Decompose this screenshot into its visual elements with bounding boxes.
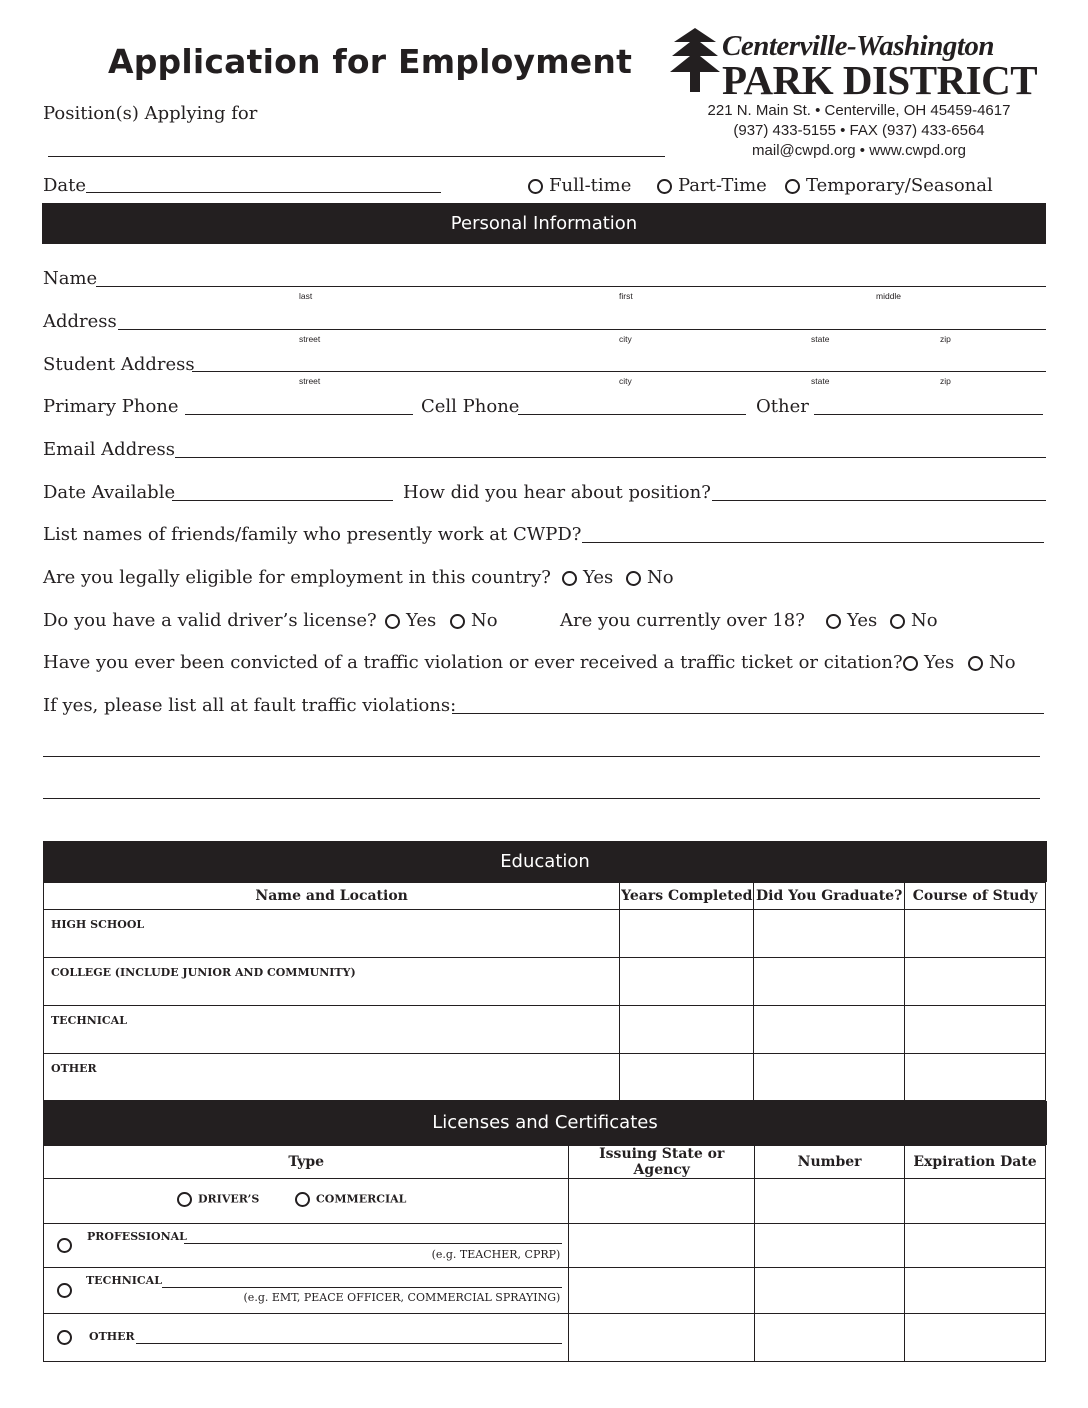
- table-row: [44, 1054, 1046, 1101]
- student-sub-state: state: [811, 376, 830, 386]
- lic-cell[interactable]: [569, 1224, 755, 1268]
- commercial-option[interactable]: COMMERCIAL: [295, 1192, 406, 1207]
- lic-cell[interactable]: [905, 1179, 1046, 1224]
- drivers-radio[interactable]: [177, 1192, 192, 1207]
- education-header: Education: [43, 841, 1047, 882]
- full-time-radio[interactable]: [528, 179, 543, 194]
- edu-cell[interactable]: [905, 910, 1046, 958]
- edu-cell[interactable]: [754, 910, 905, 958]
- technical-example: (e.g. EMT, PEACE OFFICER, COMMERCIAL SPRAYING): [243, 1291, 561, 1304]
- lic-cell[interactable]: [905, 1224, 1046, 1268]
- edu-cell[interactable]: [754, 1054, 905, 1101]
- education-header-row: [44, 883, 1046, 910]
- edu-cell[interactable]: [754, 1006, 905, 1054]
- lic-type-professional-cell: [44, 1224, 569, 1268]
- other-license-field[interactable]: [136, 1343, 562, 1344]
- lic-cell[interactable]: [569, 1314, 755, 1362]
- professional-label: PROFESSIONAL: [87, 1230, 187, 1243]
- edu-cell[interactable]: [754, 958, 905, 1006]
- table-row: [44, 1268, 1046, 1314]
- licenses-header-row: [44, 1146, 1046, 1179]
- other-phone-label: Other: [756, 396, 809, 417]
- address-sub-state: state: [811, 334, 830, 344]
- email-label: Email Address: [43, 439, 175, 460]
- lic-cell[interactable]: [905, 1268, 1046, 1314]
- student-address-field[interactable]: [192, 371, 1046, 372]
- logo-name-line2: PARK DISTRICT: [722, 57, 1038, 103]
- student-address-label: Student Address: [43, 354, 195, 375]
- table-row: [44, 1179, 1046, 1224]
- edu-cell[interactable]: [905, 1006, 1046, 1054]
- position-label: Position(s) Applying for: [43, 103, 258, 124]
- over18-no-option[interactable]: No: [890, 610, 938, 631]
- eligible-yes-option[interactable]: Yes: [562, 567, 613, 588]
- address-sub-city: city: [619, 334, 632, 344]
- table-row: [44, 1006, 1046, 1054]
- violations-field-1[interactable]: [452, 713, 1044, 714]
- eligible-yes-radio[interactable]: [562, 571, 577, 586]
- license-yes-radio[interactable]: [385, 614, 400, 629]
- heard-about-field[interactable]: [712, 500, 1046, 501]
- table-row: [44, 1314, 1046, 1362]
- license-no-radio[interactable]: [450, 614, 465, 629]
- violations-field-3[interactable]: [43, 798, 1040, 799]
- other-license-radio[interactable]: [57, 1330, 72, 1345]
- traffic-no-option[interactable]: No: [968, 652, 1016, 673]
- address-label: Address: [43, 311, 117, 332]
- edu-cell[interactable]: [905, 1054, 1046, 1101]
- other-phone-field[interactable]: [814, 414, 1043, 415]
- over18-yes-option[interactable]: Yes: [826, 610, 877, 631]
- friends-field[interactable]: [582, 542, 1044, 543]
- edu-cell[interactable]: [620, 1054, 754, 1101]
- traffic-question: Have you ever been convicted of a traffic violation or ever received a traffic ticket or citation?: [43, 652, 903, 673]
- name-field[interactable]: [96, 286, 1046, 287]
- address-sub-street: street: [299, 334, 321, 344]
- edu-row-college[interactable]: COLLEGE (INCLUDE JUNIOR AND COMMUNITY): [44, 958, 620, 1006]
- edu-col-graduate: Did You Graduate?: [754, 883, 905, 910]
- lic-type-technical-cell: [44, 1268, 569, 1314]
- friends-label: List names of friends/family who presently work at CWPD?: [43, 524, 582, 545]
- eligible-no-option[interactable]: No: [626, 567, 674, 588]
- edu-row-high-school[interactable]: HIGH SCHOOL: [44, 910, 620, 958]
- part-time-option[interactable]: Part-Time: [657, 175, 767, 196]
- lic-type-drivers-cell: [44, 1179, 569, 1224]
- tree-logo-icon: [668, 26, 722, 94]
- education-table: [43, 882, 1046, 1101]
- license-yes-option[interactable]: Yes: [385, 610, 436, 631]
- license-no-option[interactable]: No: [450, 610, 498, 631]
- name-sub-middle: middle: [876, 291, 902, 301]
- licenses-header: Licenses and Certificates: [43, 1101, 1047, 1145]
- name-sub-first: first: [619, 291, 633, 301]
- heard-about-label: How did you hear about position?: [403, 482, 711, 503]
- address-field[interactable]: [118, 329, 1046, 330]
- lic-cell[interactable]: [755, 1224, 905, 1268]
- over18-yes-radio[interactable]: [826, 614, 841, 629]
- edu-cell[interactable]: [620, 958, 754, 1006]
- form-title: Application for Employment: [108, 42, 633, 81]
- table-row: [44, 910, 1046, 958]
- over18-question: Are you currently over 18?: [560, 610, 805, 631]
- lic-cell[interactable]: [569, 1179, 755, 1224]
- temporary-radio[interactable]: [785, 179, 800, 194]
- name-sub-last: last: [299, 291, 313, 301]
- date-label: Date: [43, 175, 87, 196]
- district-web: mail@cwpd.org • www.cwpd.org: [752, 142, 966, 159]
- edu-col-course: Course of Study: [905, 883, 1046, 910]
- cell-phone-field[interactable]: [518, 414, 746, 415]
- violations-label: If yes, please list all at fault traffic violations:: [43, 695, 457, 716]
- date-field[interactable]: [86, 192, 441, 193]
- table-row: [44, 1224, 1046, 1268]
- name-label: Name: [43, 268, 98, 289]
- technical-label: TECHNICAL: [86, 1274, 162, 1287]
- student-sub-zip: zip: [940, 376, 951, 386]
- lic-col-type: Type: [44, 1146, 569, 1179]
- traffic-yes-option[interactable]: Yes: [903, 652, 954, 673]
- professional-field[interactable]: [184, 1243, 562, 1244]
- primary-phone-field[interactable]: [185, 414, 413, 415]
- lic-cell[interactable]: [755, 1314, 905, 1362]
- full-time-option[interactable]: Full-time: [528, 175, 631, 196]
- lic-type-other-cell: [44, 1314, 569, 1362]
- lic-col-number: Number: [755, 1146, 905, 1179]
- student-sub-street: street: [299, 376, 321, 386]
- position-field[interactable]: [48, 156, 665, 157]
- violations-field-2[interactable]: [43, 756, 1040, 757]
- lic-col-issuer: Issuing State or Agency: [569, 1146, 755, 1179]
- traffic-no-radio[interactable]: [968, 656, 983, 671]
- edu-col-years: Years Completed: [620, 883, 754, 910]
- date-available-label: Date Available: [43, 482, 176, 503]
- primary-phone-label: Primary Phone: [43, 396, 179, 417]
- eligible-no-radio[interactable]: [626, 571, 641, 586]
- logo-name-line1: Centerville-Washington: [722, 30, 995, 62]
- part-time-radio[interactable]: [657, 179, 672, 194]
- table-row: [44, 958, 1046, 1006]
- commercial-radio[interactable]: [295, 1192, 310, 1207]
- lic-cell[interactable]: [905, 1314, 1046, 1362]
- personal-info-header: Personal Information: [42, 203, 1046, 244]
- technical-field[interactable]: [162, 1287, 562, 1288]
- over18-no-radio[interactable]: [890, 614, 905, 629]
- licenses-table: [43, 1145, 1046, 1362]
- address-sub-zip: zip: [940, 334, 951, 344]
- edu-cell[interactable]: [620, 1006, 754, 1054]
- lic-col-expiration: Expiration Date: [905, 1146, 1046, 1179]
- district-phones: (937) 433-5155 • FAX (937) 433-6564: [733, 122, 985, 139]
- lic-cell[interactable]: [755, 1268, 905, 1314]
- professional-example: (e.g. TEACHER, CPRP): [431, 1248, 561, 1261]
- edu-row-other[interactable]: OTHER: [44, 1054, 620, 1101]
- student-sub-city: city: [619, 376, 632, 386]
- date-available-field[interactable]: [172, 500, 393, 501]
- edu-col-name: Name and Location: [44, 883, 620, 910]
- professional-radio[interactable]: [57, 1238, 72, 1253]
- temporary-option[interactable]: Temporary/Seasonal: [785, 175, 993, 196]
- email-field[interactable]: [175, 457, 1046, 458]
- edu-cell[interactable]: [905, 958, 1046, 1006]
- traffic-yes-radio[interactable]: [903, 656, 918, 671]
- eligible-question: Are you legally eligible for employment in this country?: [43, 567, 551, 588]
- edu-cell[interactable]: [620, 910, 754, 958]
- license-question: Do you have a valid driver’s license?: [43, 610, 377, 631]
- drivers-option[interactable]: DRIVER’S: [177, 1192, 259, 1207]
- other-license-label: OTHER: [89, 1330, 135, 1343]
- edu-row-technical[interactable]: TECHNICAL: [44, 1006, 620, 1054]
- lic-cell[interactable]: [569, 1268, 755, 1314]
- district-address: 221 N. Main St. • Centerville, OH 45459-4617: [707, 102, 1011, 119]
- technical-radio[interactable]: [57, 1283, 72, 1298]
- cell-phone-label: Cell Phone: [421, 396, 520, 417]
- lic-cell[interactable]: [755, 1179, 905, 1224]
